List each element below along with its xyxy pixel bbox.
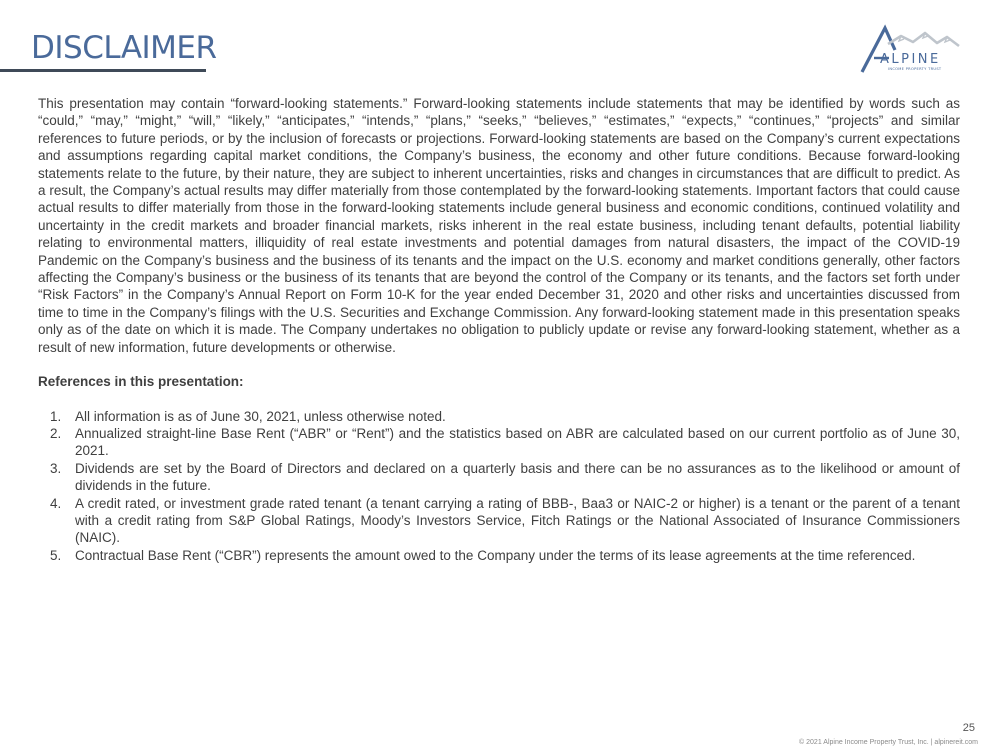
list-item: [38, 547, 960, 564]
list-item: [38, 425, 960, 460]
logo-tagline: INCOME PROPERTY TRUST: [888, 67, 942, 71]
list-item: [38, 495, 960, 547]
list-item: [38, 408, 960, 425]
list-item: [38, 460, 960, 495]
references-list: [38, 408, 960, 565]
page-number: 25: [962, 722, 975, 734]
page-title: DISCLAIMER: [31, 30, 217, 66]
reference-number: 2.: [50, 425, 62, 441]
reference-number: 5.: [50, 547, 62, 563]
company-logo: [855, 24, 973, 76]
reference-text: Contractual Base Rent (“CBR”) represents the amount owed to the Company under the terms of its lease agreements at the time referenced.: [75, 547, 916, 563]
title-underline: [0, 69, 206, 72]
reference-number: 1.: [50, 408, 62, 424]
disclaimer-paragraph: This presentation may contain “forward-looking statements.” Forward-looking statements include statements that may be identified by words such as “could,” “may,” “might,” “will,” “likely,” “anticipates,” “intends,” “plans,” “seeks,” “believes,” “estimates,” “expects,” “continues,” “projects” and similar references to future periods, or by the inclusion of forecasts or projections. Forward-looking statements are based on the Company’s current expectations and assumptions regarding capital market conditions, the Company’s business, the economy and other future conditions. Because forward-looking statements relate to the future, by their nature, they are subject to inherent uncertainties, risks and changes in circumstances that are difficult to predict. As a result, the Company’s actual results may differ materially from those contemplated by the forward-looking statements. Important factors that could cause actual results to differ materially from those in the forward-looking statements include general business and economic conditions, continued volatility and uncertainty in the credit markets and broader financial markets, risks inherent in the real estate business, including tenant defaults, potential liability relating to environmental matters, illiquidity of real estate investments and potential damages from natural disasters, the impact of the COVID-19 Pandemic on the Company’s business and the business of its tenants and the impact on the U.S. economy and market conditions generally, other factors affecting the Company’s business or the business of its tenants that are beyond the control of the Company or its tenants, and the factors set forth under “Risk Factors” in the Company’s Annual Report on Form 10-K for the year ended December 31, 2020 and other risks and uncertainties discussed from time to time in the Company’s filings with the U.S. Securities and Exchange Commission. Any forward-looking statement made in this presentation speaks only as of the date on which it is made. The Company undertakes no obligation to publicly update or revise any forward-looking statement, whether as a result of new information, future developments or otherwise.: [38, 96, 960, 355]
reference-text: A credit rated, or investment grade rated tenant (a tenant carrying a rating of BBB-, Baa3 or NAIC-2 or higher) is a tenant or the parent of a tenant with a credit rating from S&P Global Ratings, Moody’s Investors Service, Fitch Ratings or the National Associated of Insurance Commissioners (NAIC).: [75, 495, 960, 546]
reference-number: 3.: [50, 460, 62, 476]
logo-wordmark: ALPINE: [880, 52, 941, 67]
reference-text: All information is as of June 30, 2021, unless otherwise noted.: [75, 408, 446, 424]
references-heading: References in this presentation:: [38, 374, 244, 390]
footer-copyright: © 2021 Alpine Income Property Trust, Inc. | alpinereit.com: [799, 739, 978, 746]
disclaimer-content: [38, 95, 960, 564]
reference-number: 4.: [50, 495, 62, 511]
reference-text: Annualized straight-line Base Rent (“ABR” or “Rent”) and the statistics based on ABR are calculated based on our current portfolio as of June 30, 2021.: [75, 425, 960, 459]
reference-text: Dividends are set by the Board of Directors and declared on a quarterly basis and there can be no assurances as to the likelihood or amount of dividends in the future.: [75, 460, 960, 494]
alpine-logo-icon: [855, 24, 973, 76]
